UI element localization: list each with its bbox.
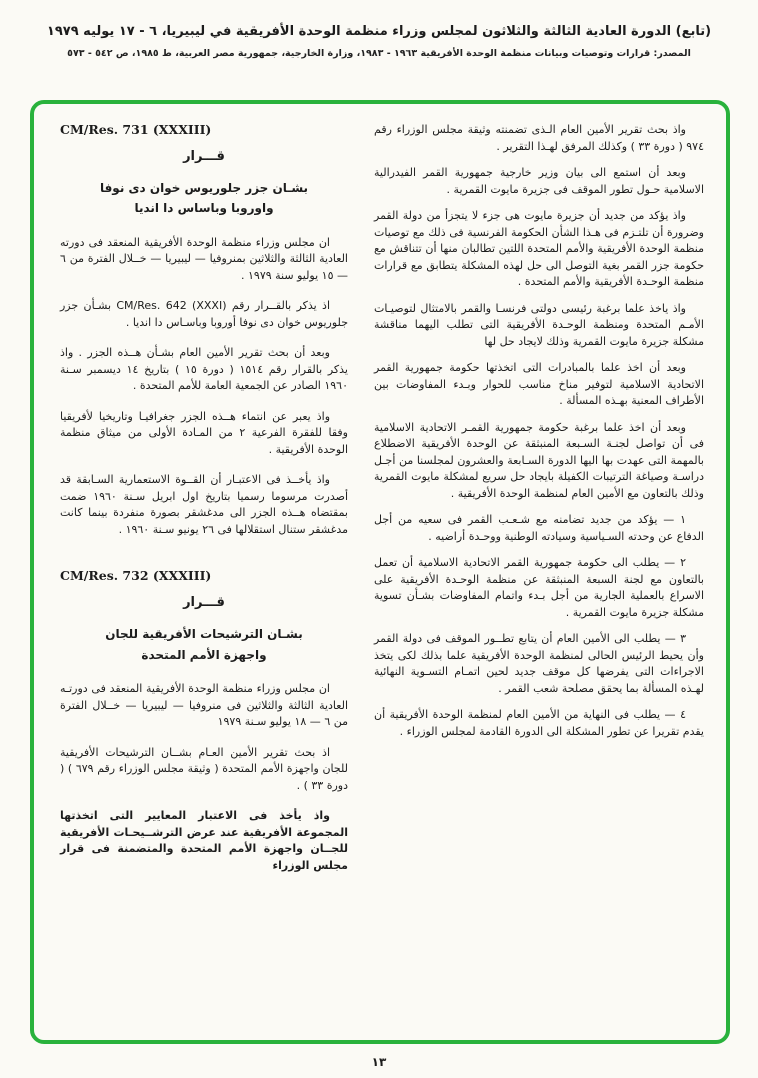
numbered-clause-3: ٣ — يطلب الى الأمين العام أن يتابع تطــور الموقف فى دولة القمر وأن يحيط الرئيس الحالى لمنظمة الوحدة الأفريقية علما بذلك لكى يتخذ الاجراءات التى يفرضها كل موقف جديد لحين اتمـام التسـوية النهائية لهـذه المسألة بما يحقق مصلحة شعب القمر .	[374, 632, 704, 695]
paragraph: واذ يؤكد من جديد أن جزيرة مايوت هى جزء لا يتجزأ من دولة القمر وضرورة أن تلتـزم فى هـذا الشأن الحكومة الفرنسية فى ذلك مع توصيات منظمة الوحدة الأفريقية والأمم المتحدة اللتين تطالبان منها أن تتناقش مع حكومة جزر القمر بغية التوصل الى حل لهذه المشكلة يتطابق مع قرارات منظمة الوحـدة الأفريقية والأمم المتحدة .	[374, 209, 704, 288]
paragraph: اذ بحث تقرير الأمين العـام بشــان الترشيحات الأفريقية للجان واجهزة الأمم المتحدة ( وثيقة مجلس الوزراء رقم ٦٧٩ ) ( دورة ٣٣ ) .	[60, 745, 348, 792]
numbered-clause-1: ١ — يؤكد من جديد تضامنه مع شـعـب القمر فى سعيه من أجل الدفاع عن وحدته السـياسية وسيادته الوطنية ووحـدة أراضيه .	[374, 513, 704, 543]
resolution-732-subtitle	[60, 624, 348, 665]
numbered-clause-4: ٤ — يطلب فى النهاية من الأمين العام لمنظمة الوحدة الأفريقية أن يقدم تقريرا عن تطور المشكلة الى الدورة القادمة لمجلس الوزراء .	[374, 708, 704, 738]
numbered-clause-2: ٢ — يطلب الى حكومة جمهورية القمر الاتحادية الاسلامية أن تعمل بالتعاون مع لجنة السبعة المنبثقة عن منظمة الوحـدة الأفريقية على الاسراع بالعملية الجارية من أجل بـدء واتمام المفاوضات بشـأن تسوية مشكلة جزيرة مايوت القمرية .	[374, 556, 704, 619]
right-column	[374, 122, 704, 1026]
resolution-732-heading: قـــرار	[183, 595, 225, 611]
left-column	[60, 122, 348, 1026]
resolution-id-732: CM/Res. 732 (XXXIII)	[60, 568, 212, 584]
paragraph: وبعد أن اخذ علما بالمبادرات التى اتخذتها حكومة جمهورية القمر الاتحادية الاسلامية لتوفير مناخ مناسب للحوار وبـدء المفاوضات بين الأطراف المعنية بهـذه المسألة .	[374, 361, 704, 407]
paragraph: واذ يأخــذ فى الاعتبـار أن القــوة الاستعمارية السـابقة قد أصدرت مرسوما رسميا بتاريخ اول ابريل سـنة ١٩٦٠ ضمت بمقتضاه هــذه الجزر الى مدغشقر بصورة منفردة بينما كانت مدغشقر ستنال استقلالها فى ٢٦ يونيو سـنة ١٩٦٠ .	[60, 473, 349, 536]
paragraph: ان مجلس وزراء منظمة الوحدة الأفريقية المنعقد فى دورتـه العادية الثالثة والثلاثين فى منروفيا — ليبيريا — خــلال الفترة من ٦ — ١٨ يوليو سـنة ١٩٧٩	[60, 682, 348, 729]
paragraph: واذ بحث تقرير الأمين العام الـذى تضمنته وثيقة مجلس الوزراء رقم ٩٧٤ ( دورة ٣٣ ) وكذلك المرفق لهـذا التقرير .	[374, 123, 704, 153]
session-title: (تابع) الدورة العادية الثالثة والثلاثون لمجلس وزراء منظمة الوحدة الأفريقية في ليبيريا، ٦ - ١٧ يوليه ١٩٧٩	[46, 24, 712, 39]
resolution-732-subtitle-line1: بشـان الترشيحات الأفريقية للجان	[105, 627, 303, 642]
paragraph: وبعد أن استمع الى بيان وزير خارجية جمهورية القمر الفيدرالية الاسلامية حـول تطور الموقف فى جزيرة مايوت القمرية .	[374, 166, 704, 196]
resolution-732-subtitle-line2: واجهزة الأمم المتحدة	[141, 647, 267, 662]
paragraph: واذ يعبر عن انتماء هــذه الجزر جغرافيـا وتاريخيا لأفريقيا وفقا للفقرة الفرعية ٢ من المـادة الأولى من ميثاق منظمة الوحدة الأفريقية .	[60, 409, 348, 456]
source-line: المصدر: قرارات وتوصيات وبيانات منظمة الوحدة الأفريقية ١٩٦٣ - ١٩٨٣، وزارة الخارجية، جمهورية مصر العربية، ط ١٩٨٥، ص ٥٤٢ - ٥٧٣	[67, 48, 691, 59]
page-header	[0, 0, 758, 59]
resolution-731-subtitle	[60, 178, 348, 219]
paragraph: واذ يأخذ فى الاعتبار المعايير التى اتخذتها المجموعة الأفريقية عند عرض الترشــيحـات الأفريقية للجــان واجهزة الأمم المتحدة والمتضمنة فى قرار مجلس الوزراء	[60, 809, 348, 872]
resolution-731-subtitle-line2: واوروبا وباساس دا انديا	[134, 201, 274, 216]
page-number: ١٣	[371, 1055, 387, 1069]
resolution-731-heading: قـــرار	[183, 149, 225, 164]
content-frame	[30, 100, 730, 1044]
resolution-731-subtitle-line1: بشـان جزر جلوريوس خوان دى نوفا	[99, 181, 309, 195]
paragraph: اذ يذكر بالقــرار رقم CM/Res. 642 (XXXI) بشـأن جزر جلوريوس خوان دى نوفا أوروبا وباسـاس دا انديا .	[60, 299, 348, 329]
resolution-id-731: CM/Res. 731 (XXXIII)	[60, 122, 212, 137]
paragraph: ان مجلس وزراء منظمة الوحدة الأفريقية المنعقد فى دورته العادية الثالثة والثلاثين بمنروفيا — ليبيريا — خــلال الفترة من ٦ — ١٥ يوليو سنة ١٩٧٩ .	[60, 235, 348, 282]
paragraph: واذ ياخذ علما برغبة رئيسى دولتى فرنسـا والقمر بالامتثال لتوصيـات الأمـم المتحدة ومنظمة الوحـدة الأفريقية التى تطلب اليهما مناقشة مشكلة جزيرة مايوت القمرية وذلك لايجاد حل لها	[374, 301, 704, 348]
page-footer	[0, 1051, 758, 1070]
paragraph: وبعد أن بحث تقرير الأمين العام بشـأن هــذه الجزر . واذ يذكر بالقرار رقم ١٥١٤ ( دورة ١٥ ) بتاريخ ١٤ ديسمبر سـنة ١٩٦٠ الصادر عن الجمعية العامة للأمم المتحدة .	[60, 346, 348, 393]
paragraph: وبعد أن اخذ علما برغبة حكومة جمهورية القمـر الاتحادية الاسلامية فى أن تواصل لجنـة السـبعة المنبثقة عن الوحدة الأفريقية الاضطلاع بالمهمة التى عهدت بها اليها الدورة السـابعة والعشرون لمجلسنا من أجـل دراسـة وصياغة الترتيبات الكفيلة بايجاد حل سريع لمشكلة مايوت القمرية وذلك بالتعاون مع الأمين العام لمنظمة الوحدة الأفريقية .	[374, 420, 704, 500]
